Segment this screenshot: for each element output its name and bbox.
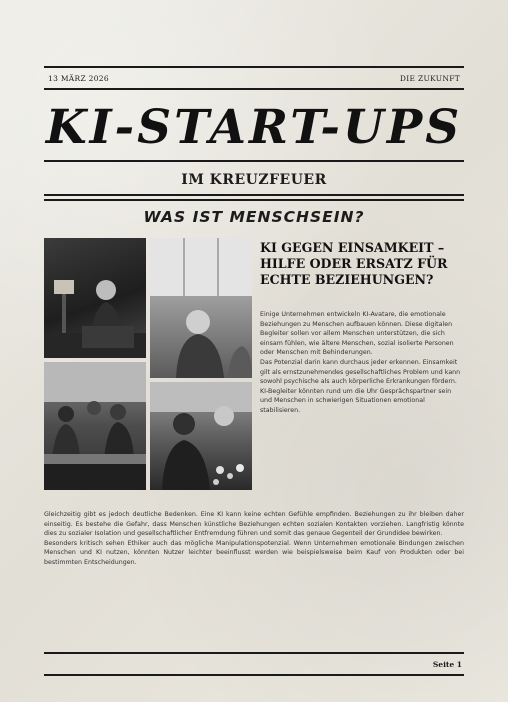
bottom-rule <box>44 674 464 676</box>
photo-woman-window <box>150 238 252 378</box>
photo-elderly-alone <box>44 238 146 358</box>
article-body <box>44 510 464 568</box>
section-title: WAS IST MENSCHSEIN? <box>143 208 365 226</box>
body-paragraph: Gleichzeitig gibt es jedoch deutliche Bedenken. Eine KI kann keine echten Gefühle empfinden. Beziehungen zu ihr bleiben daher einseitig. Es bestehe die Gefahr, dass Menschen künstliche Beziehungen echten sozialen Kontakten vorziehen. Langfristig könnte dies zu sozialer Isolation und gesellschaftlicher Entfremdung führen und somit das genaue Gegenteil der Grundidee bewirken. <box>44 511 464 538</box>
subtitle-rule-2 <box>44 199 464 201</box>
article-headline: KI GEGEN EINSAMKEIT – HILFE ODER ERSATZ FÜR ECHTE BEZIEHUNGEN? <box>260 240 448 287</box>
masthead-subtitle: IM KREUZFEUER <box>181 172 327 188</box>
page-number: Seite 1 <box>432 660 462 669</box>
photo-collage <box>44 238 252 490</box>
subtitle-rule-1 <box>44 194 464 196</box>
newspaper-name: DIE ZUKUNFT <box>399 74 460 83</box>
masthead-rule <box>44 160 464 162</box>
masthead-title: KI-START-UPS <box>45 100 463 155</box>
photo-group-table <box>44 362 146 490</box>
column-paragraph: Das Potenzial darin kann durchaus jeder erkennen. Einsamkeit gilt als ernstzunehmendes gesellschaftliches Problem und kann sowohl psychische als auch körperliche Erkrankungen fördern. KI-Begleiter könnten rund um die Uhr Gesprächspartner sein und Menschen in schwierigen Situationen emotional stabilisieren. <box>260 358 461 414</box>
top-rule <box>44 66 464 68</box>
footer-rule <box>44 652 464 654</box>
issue-date: 13 MÄRZ 2026 <box>48 74 109 83</box>
header-rule <box>44 88 464 90</box>
body-paragraph: Besonders kritisch sehen Ethiker auch das mögliche Manipulationspotenzial. Wenn Unternehmen emotionale Bindungen zwischen Menschen und KI nutzen, könnten Nutzer leichter beeinflusst werden wie beispielsweise beim Kauf von Produkten oder bei bestimmten Entscheidungen. <box>44 539 464 566</box>
article-column <box>260 310 465 416</box>
column-paragraph: Einige Unternehmen entwickeln KI-Avatare, die emotionale Beziehungen zu Menschen aufbauen können. Diese digitalen Begleiter sollen vor allem Menschen unterstützen, die sich einsam fühlen, wie ältere Menschen, sozial isolierte Personen oder Menschen mit Behinderungen. <box>260 311 454 357</box>
photo-person-garden <box>150 382 252 490</box>
